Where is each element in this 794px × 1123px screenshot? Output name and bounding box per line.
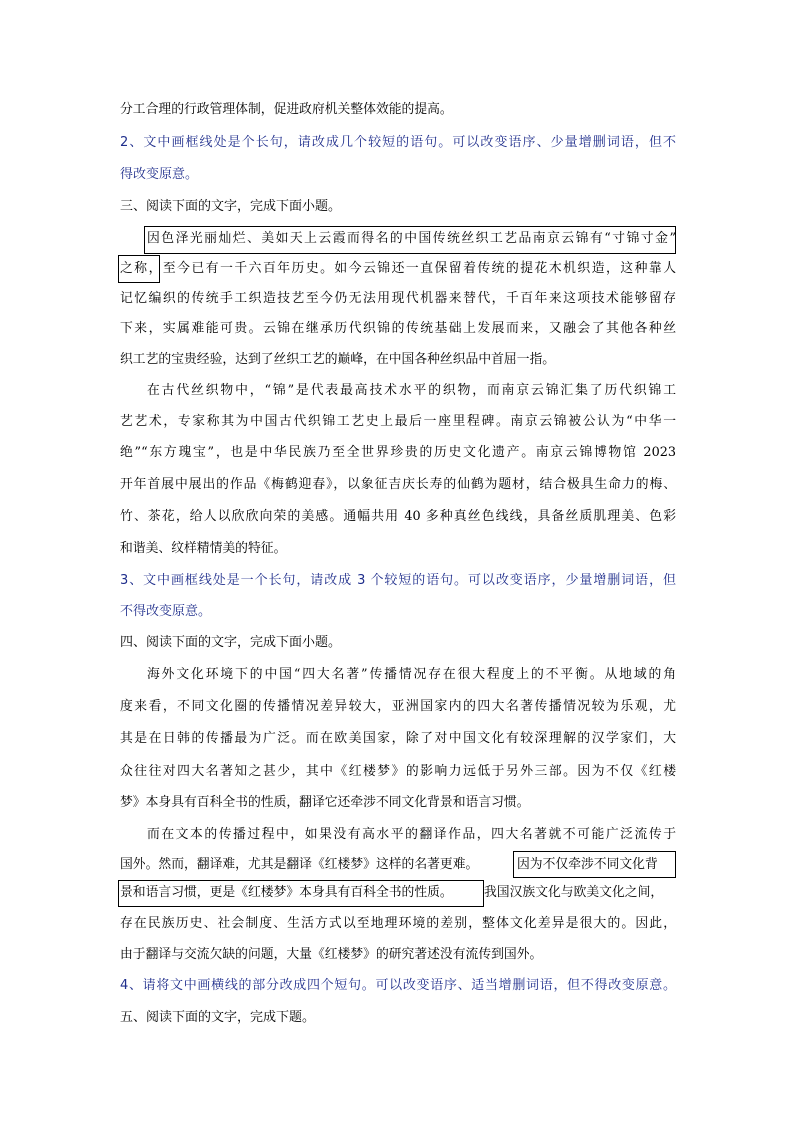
section-4-heading: 四、阅读下面的文字，完成下面小题。 — [120, 635, 342, 650]
passage-4-line-6: 而在文本的传播过程中，如果没有高水平的翻译作品，四大名著就不可能广泛流传于 — [147, 827, 676, 842]
passage-3-line-1: 因色泽光丽灿烂、美如天上云霞而得名的中国传统丝织工艺品南京云锦有“寸锦寸金” — [147, 231, 676, 246]
section-5-heading: 五、阅读下面的文字，完成下题。 — [120, 1010, 316, 1025]
passage-4-line-1: 海外文化环境下的中国“四大名著”传播情况存在很大程度上的不平衡。从地域的角 — [147, 667, 676, 682]
passage-4-line-2: 度来看，不同文化圈的传播情况差异较大，亚洲国家内的四大名著传播情况较为乐观，尤 — [120, 699, 676, 714]
passage-3-line-4: 下来，实属难能可贵。云锦在继承历代织锦的传统基础上发展而来，又融会了其他各种丝 — [120, 321, 676, 336]
question-4-line: 4、请将文中画横线的部分改成四个短句。可以改变语序、适当增删词语，但不得改变原意。 — [120, 978, 676, 993]
passage-3-line-6: 在古代丝织物中，“锦”是代表最高技术水平的织物，而南京云锦汇集了历代织锦工 — [147, 383, 676, 398]
passage-3-line-9: 开年首展中展出的作品《梅鹤迎春》，以象征吉庆长寿的仙鹤为题材，结合极具生命力的梅、 — [120, 477, 676, 492]
passage-4-line-5: 梦》本身具有百科全书的性质，翻译它还牵涉不同文化背景和语言习惯。 — [120, 795, 530, 810]
question-3-line-1: 3、文中画框线处是一个长句，请改成 3 个较短的语句。可以改变语序，少量增删词语，但 — [120, 573, 676, 588]
passage-3-line-2: 之称，至今已有一千六百年历史。如今云锦还一直保留着传统的提花木机织造，这种靠人 — [120, 261, 676, 276]
passage-4-line-7-part-2: 因为不仅牵涉不同文化背 — [517, 857, 658, 872]
passage-3-line-3: 记忆编织的传统手工织造技艺至今仍无法用现代机器来替代，千百年来这项技术能够留存 — [120, 291, 676, 306]
passage-3-line-8: 绝”“东方瑰宝”，也是中华民族乃至全世界珍贵的历史文化遗产。南京云锦博物馆 2023 — [120, 445, 676, 460]
passage-4-line-4: 众往往对四大名著知之甚少，其中《红楼梦》的影响力远低于另外三部。因为不仅《红楼 — [120, 764, 676, 779]
question-2-line-1: 2、文中画框线处是个长句，请改成几个较短的语句。可以改变语序、少量增删词语，但不 — [120, 135, 676, 150]
section-3-heading: 三、阅读下面的文字，完成下面小题。 — [120, 199, 342, 214]
passage-3-line-10: 竹、茶花，给人以欣欣向荣的美感。通幅共用 40 多种真丝色线线，具备丝质肌理美、色彩 — [120, 509, 676, 524]
question-2-line-2: 得改变原意。 — [120, 167, 199, 182]
passage-4-line-9: 存在民族历史、社会制度、生活方式以至地理环境的差别，整体文化差异是很大的。因此， — [120, 916, 676, 931]
passage-4-line-8-part-1: 景和语言习惯，更是《红楼梦》本身具有百科全书的性质。 — [120, 885, 453, 900]
passage-4-line-10: 由于翻译与交流欠缺的问题，大量《红楼梦》的研究著述没有流传到国外。 — [120, 947, 543, 962]
question-3-line-2: 不得改变原意。 — [120, 604, 212, 619]
passage-4-line-3: 其是在日韩的传播最为广泛。而在欧美国家，除了对中国文化有较深理解的汉学家们，大 — [120, 731, 676, 746]
passage-line: 分工合理的行政管理体制，促进政府机关整体效能的提高。 — [120, 102, 453, 117]
passage-3-line-11: 和谐美、纹样精情美的特征。 — [120, 541, 287, 556]
passage-3-line-5: 织工艺的宝贵经验，达到了丝织工艺的巅峰，在中国各种丝织品中首屈一指。 — [120, 352, 556, 367]
passage-4-line-7-part-1: 国外。然而，翻译难，尤其是翻译《红楼梦》这样的名著更难。 — [120, 857, 479, 872]
passage-3-line-7: 艺艺术，专家称其为中国古代织锦工艺史上最后一座里程碑。南京云锦被公认为“中华一 — [120, 414, 676, 429]
passage-4-line-8-part-2: 我国汉族文化与欧美文化之间， — [484, 885, 664, 900]
